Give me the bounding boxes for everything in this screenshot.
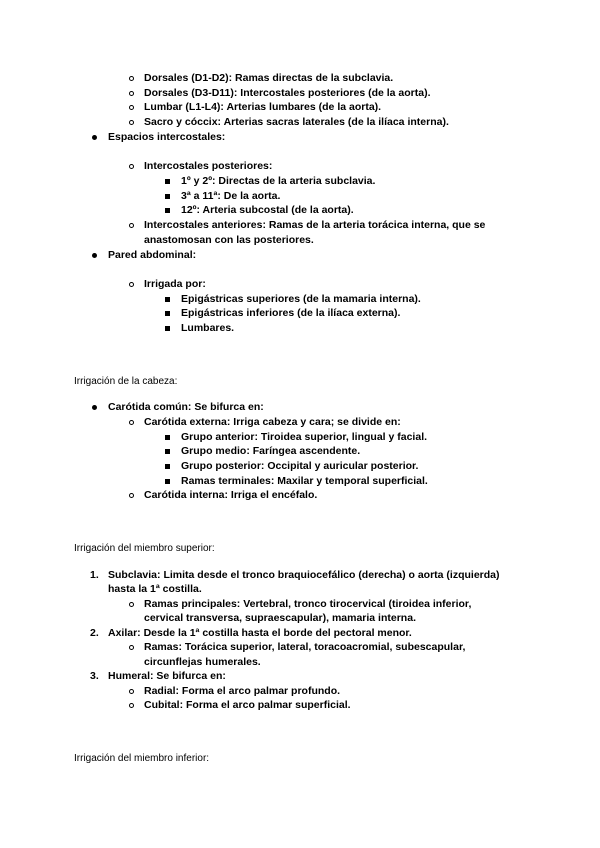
list-item-axilar-ramas-cont: circunflejas humerales.: [144, 656, 261, 668]
list-number: 1.: [90, 569, 99, 581]
circle-bullet-icon: [129, 219, 134, 233]
circle-bullet-icon: [129, 116, 134, 130]
list-item-a3: Lumbares.: [181, 322, 235, 334]
list-item-a1: Epigástricas superiores (de la mamaria interna).: [181, 293, 421, 305]
list-item-ramas-principales-cont: cervical transversa, supraescapular), mamaria interna.: [144, 612, 416, 624]
list-item-carotida-interna: Carótida interna: Irriga el encéfalo.: [144, 489, 318, 501]
list-item-humeral: Humeral: Se bifurca en:: [108, 670, 226, 682]
list-item-axilar: Axilar: Desde la 1ª costilla hasta el borde del pectoral menor.: [108, 627, 412, 639]
circle-bullet-icon: [129, 278, 134, 292]
list-number: 2.: [90, 627, 99, 639]
list-item-subclavia-cont: hasta la 1ª costilla.: [108, 583, 202, 595]
square-bullet-icon: [165, 460, 170, 474]
list-item-axilar-ramas: Ramas: Torácica superior, lateral, toracoacromial, subescapular,: [144, 641, 466, 653]
list-item-p3: 12º: Arteria subcostal (de la aorta).: [181, 204, 354, 216]
list-item-g4: Ramas terminales: Maxilar y temporal superficial.: [181, 475, 428, 487]
section-heading-inferior: Irrigación del miembro inferior:: [74, 753, 210, 764]
list-item-g3: Grupo posterior: Occipital y auricular posterior.: [181, 460, 419, 472]
list-item-g1: Grupo anterior: Tiroidea superior, lingual y facial.: [181, 431, 428, 443]
disc-bullet-icon: [92, 249, 97, 263]
section-heading-superior: Irrigación del miembro superior:: [74, 543, 215, 554]
section-heading-cabeza: Irrigación de la cabeza:: [74, 376, 178, 387]
square-bullet-icon: [165, 445, 170, 459]
circle-bullet-icon: [129, 87, 134, 101]
square-bullet-icon: [165, 475, 170, 489]
square-bullet-icon: [165, 293, 170, 307]
list-item-ramas-principales: Ramas principales: Vertebral, tronco tirocervical (tiroidea inferior,: [144, 598, 472, 610]
circle-bullet-icon: [129, 489, 134, 503]
list-item-lumbar: Lumbar (L1-L4): Arterias lumbares (de la aorta).: [144, 101, 382, 113]
disc-bullet-icon: [92, 401, 97, 415]
list-item-g2: Grupo medio: Faríngea ascendente.: [181, 445, 361, 457]
square-bullet-icon: [165, 175, 170, 189]
circle-bullet-icon: [129, 101, 134, 115]
list-item-a2: Epigástricas inferiores (de la ilíaca externa).: [181, 307, 401, 319]
list-item-carotida-externa: Carótida externa: Irriga cabeza y cara; se divide en:: [144, 416, 401, 428]
list-item-cubital: Cubital: Forma el arco palmar superficial.: [144, 699, 351, 711]
list-number: 3.: [90, 670, 99, 682]
list-item-irrigada: Irrigada por:: [144, 278, 206, 290]
list-item-intercostales: Espacios intercostales:: [108, 131, 226, 143]
circle-bullet-icon: [129, 598, 134, 612]
circle-bullet-icon: [129, 160, 134, 174]
list-item-subclavia: Subclavia: Limita desde el tronco braquiocefálico (derecha) o aorta (izquierda): [108, 569, 500, 581]
circle-bullet-icon: [129, 641, 134, 655]
circle-bullet-icon: [129, 416, 134, 430]
disc-bullet-icon: [92, 131, 97, 145]
list-item-anteriores-cont: anastomosan con las posteriores.: [144, 234, 314, 246]
list-item-radial: Radial: Forma el arco palmar profundo.: [144, 685, 341, 697]
circle-bullet-icon: [129, 699, 134, 713]
list-item-abdominal: Pared abdominal:: [108, 249, 197, 261]
list-item-posteriores: Intercostales posteriores:: [144, 160, 273, 172]
square-bullet-icon: [165, 322, 170, 336]
circle-bullet-icon: [129, 685, 134, 699]
list-item-dorsales-d1d2: Dorsales (D1-D2): Ramas directas de la subclavia.: [144, 72, 394, 84]
square-bullet-icon: [165, 204, 170, 218]
square-bullet-icon: [165, 190, 170, 204]
list-item-p2: 3ª a 11ª: De la aorta.: [181, 190, 281, 202]
square-bullet-icon: [165, 431, 170, 445]
list-item-sacro: Sacro y cóccix: Arterias sacras laterales (de la ilíaca interna).: [144, 116, 449, 128]
square-bullet-icon: [165, 307, 170, 321]
list-item-carotida-comun: Carótida común: Se bifurca en:: [108, 401, 264, 413]
list-item-dorsales-d3d11: Dorsales (D3-D11): Intercostales posteriores (de la aorta).: [144, 87, 431, 99]
list-item-anteriores: Intercostales anteriores: Ramas de la arteria torácica interna, que se: [144, 219, 486, 231]
circle-bullet-icon: [129, 72, 134, 86]
list-item-p1: 1º y 2º: Directas de la arteria subclavia.: [181, 175, 376, 187]
